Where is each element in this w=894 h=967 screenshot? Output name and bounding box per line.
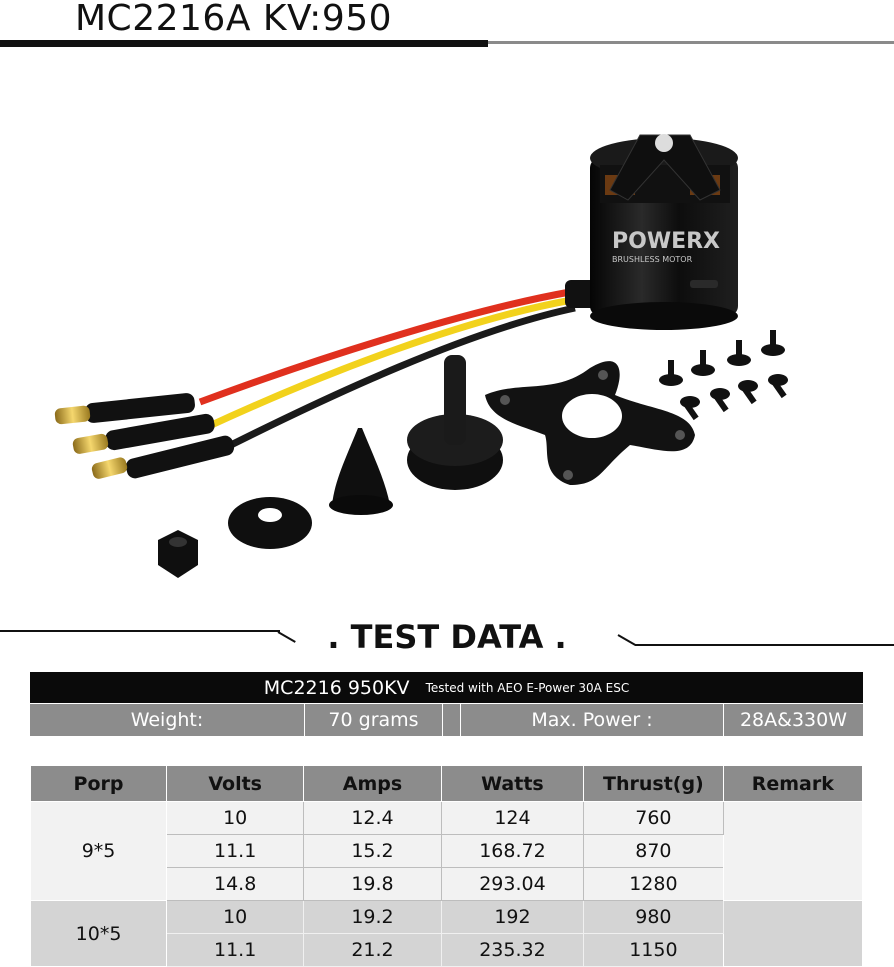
- volts-cell: 10: [167, 901, 304, 934]
- col-header-prop: Porp: [31, 766, 167, 802]
- title-underline: [0, 40, 488, 47]
- table-row: [31, 901, 863, 934]
- section-title: . TEST DATA .: [327, 618, 567, 656]
- bullet-connectors: [54, 392, 236, 480]
- brushless-motor: [565, 134, 738, 330]
- spec-block: [30, 672, 863, 736]
- power-label: Max. Power :: [461, 704, 724, 736]
- spec-spacer: [443, 704, 461, 736]
- weight-label: Weight:: [30, 704, 305, 736]
- washer: [228, 497, 312, 549]
- watts-cell: 293.04: [441, 868, 584, 901]
- prop-cell: 10*5: [31, 901, 167, 967]
- page-title: MC2216A KV:950: [75, 0, 393, 39]
- amps-cell: 19.2: [304, 901, 441, 934]
- amps-cell: 15.2: [304, 835, 441, 868]
- volts-cell: 11.1: [167, 934, 304, 967]
- thrust-cell: 1150: [584, 934, 723, 967]
- volts-cell: 14.8: [167, 868, 304, 901]
- col-header-amps: Amps: [304, 766, 441, 802]
- prop-cell: 9*5: [31, 802, 167, 901]
- watts-cell: 192: [441, 901, 584, 934]
- watts-cell: 124: [441, 802, 584, 835]
- lock-nut: [158, 530, 198, 578]
- volts-cell: 11.1: [167, 835, 304, 868]
- remark-cell: [723, 802, 862, 901]
- amps-cell: 12.4: [304, 802, 441, 835]
- watts-cell: 235.32: [441, 934, 584, 967]
- remark-cell: [723, 901, 862, 967]
- mounting-screws: [659, 330, 788, 420]
- volts-cell: 10: [167, 802, 304, 835]
- power-value: 28A&330W: [724, 704, 863, 736]
- motor-wires: [200, 292, 575, 453]
- section-divider-right: [635, 644, 894, 646]
- spinner-cone: [329, 428, 393, 515]
- thrust-cell: 870: [584, 835, 723, 868]
- table-header-row: [31, 766, 863, 802]
- spec-header: [30, 672, 863, 703]
- col-header-thrust: Thrust(g): [584, 766, 723, 802]
- table-row: [31, 802, 863, 835]
- thrust-cell: 1280: [584, 868, 723, 901]
- svg-text:BRUSHLESS MOTOR: BRUSHLESS MOTOR: [612, 255, 693, 264]
- col-header-remark: Remark: [723, 766, 862, 802]
- prop-adapter: [407, 355, 503, 490]
- title-underline-grey: [488, 41, 894, 44]
- col-header-watts: Watts: [441, 766, 584, 802]
- test-data-table: [30, 765, 863, 967]
- col-header-volts: Volts: [167, 766, 304, 802]
- spec-note: Tested with AEO E-Power 30A ESC: [425, 680, 630, 695]
- amps-cell: 19.8: [304, 868, 441, 901]
- product-image: [0, 50, 894, 610]
- thrust-cell: 980: [584, 901, 723, 934]
- spec-model: MC2216 950KV: [263, 676, 410, 699]
- spec-row: [30, 704, 863, 736]
- weight-value: 70 grams: [305, 704, 443, 736]
- watts-cell: 168.72: [441, 835, 584, 868]
- amps-cell: 21.2: [304, 934, 441, 967]
- svg-text:POWERX: POWERX: [612, 229, 721, 254]
- thrust-cell: 760: [584, 802, 723, 835]
